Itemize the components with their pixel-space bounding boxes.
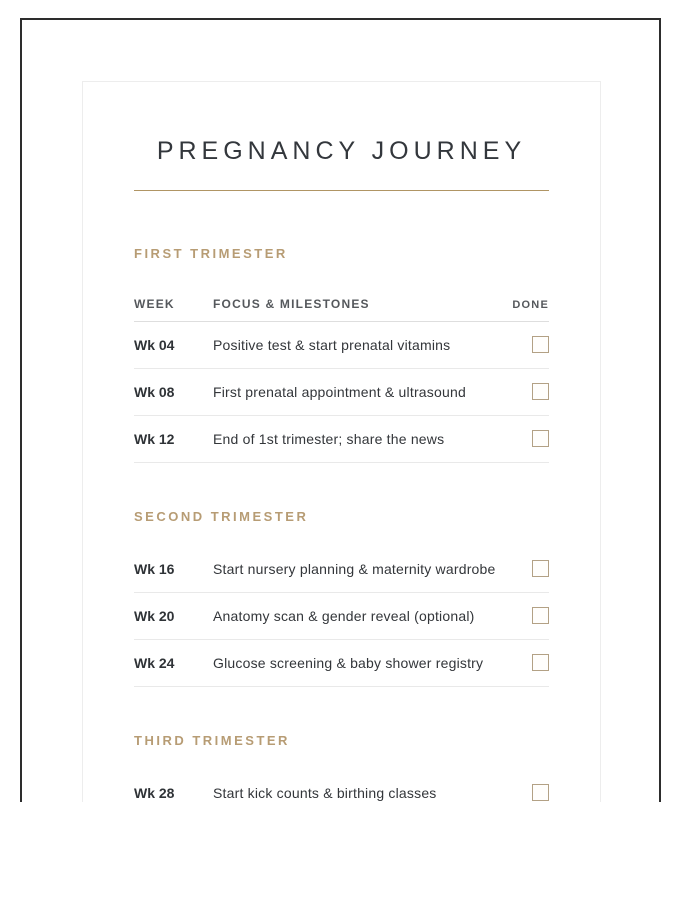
week-label: Wk 20 (134, 607, 175, 624)
done-cell (507, 336, 549, 353)
column-header-done: DONE (512, 298, 549, 311)
milestone-row (134, 416, 549, 463)
done-checkbox[interactable] (532, 784, 549, 801)
done-cell (507, 430, 549, 447)
done-cell (507, 560, 549, 577)
done-checkbox[interactable] (532, 430, 549, 447)
week-label: Wk 24 (134, 654, 175, 671)
milestone-row (134, 546, 549, 593)
document-page (20, 18, 661, 802)
done-cell (507, 784, 549, 801)
done-checkbox[interactable] (532, 383, 549, 400)
section-rows (134, 546, 549, 687)
milestone-label: Glucose screening & baby shower registry (213, 654, 484, 671)
page-title: PREGNANCY JOURNEY (156, 137, 527, 165)
milestone-row (134, 322, 549, 369)
done-cell (507, 654, 549, 671)
section-title: THIRD TRIMESTER (134, 732, 290, 748)
week-label: Wk 04 (134, 336, 175, 353)
section-third-trimester (134, 734, 549, 802)
milestone-label: First prenatal appointment & ultrasound (213, 383, 466, 400)
milestone-label: End of 1st trimester; share the news (213, 430, 445, 447)
week-label: Wk 12 (134, 430, 175, 447)
section-title: FIRST TRIMESTER (134, 245, 288, 261)
section-first-trimester (134, 247, 549, 463)
table-header (134, 297, 549, 322)
section-rows (134, 770, 549, 802)
milestone-label: Positive test & start prenatal vitamins (213, 336, 451, 353)
milestone-row (134, 770, 549, 802)
week-label: Wk 28 (134, 784, 175, 801)
column-header-focus: FOCUS & MILESTONES (213, 296, 370, 311)
week-label: Wk 16 (134, 560, 175, 577)
done-cell (507, 383, 549, 400)
done-cell (507, 607, 549, 624)
title-divider (134, 190, 549, 191)
milestone-row (134, 593, 549, 640)
week-label: Wk 08 (134, 383, 175, 400)
section-second-trimester (134, 510, 549, 687)
column-header-week: WEEK (134, 296, 175, 311)
milestone-row (134, 369, 549, 416)
section-title: SECOND TRIMESTER (134, 508, 309, 524)
milestone-row (134, 640, 549, 687)
milestone-label: Anatomy scan & gender reveal (optional) (213, 607, 475, 624)
done-checkbox[interactable] (532, 336, 549, 353)
done-checkbox[interactable] (532, 607, 549, 624)
checklist-card (82, 81, 601, 802)
milestone-label: Start kick counts & birthing classes (213, 784, 437, 801)
milestone-label: Start nursery planning & maternity wardrobe (213, 560, 496, 577)
done-checkbox[interactable] (532, 654, 549, 671)
done-checkbox[interactable] (532, 560, 549, 577)
